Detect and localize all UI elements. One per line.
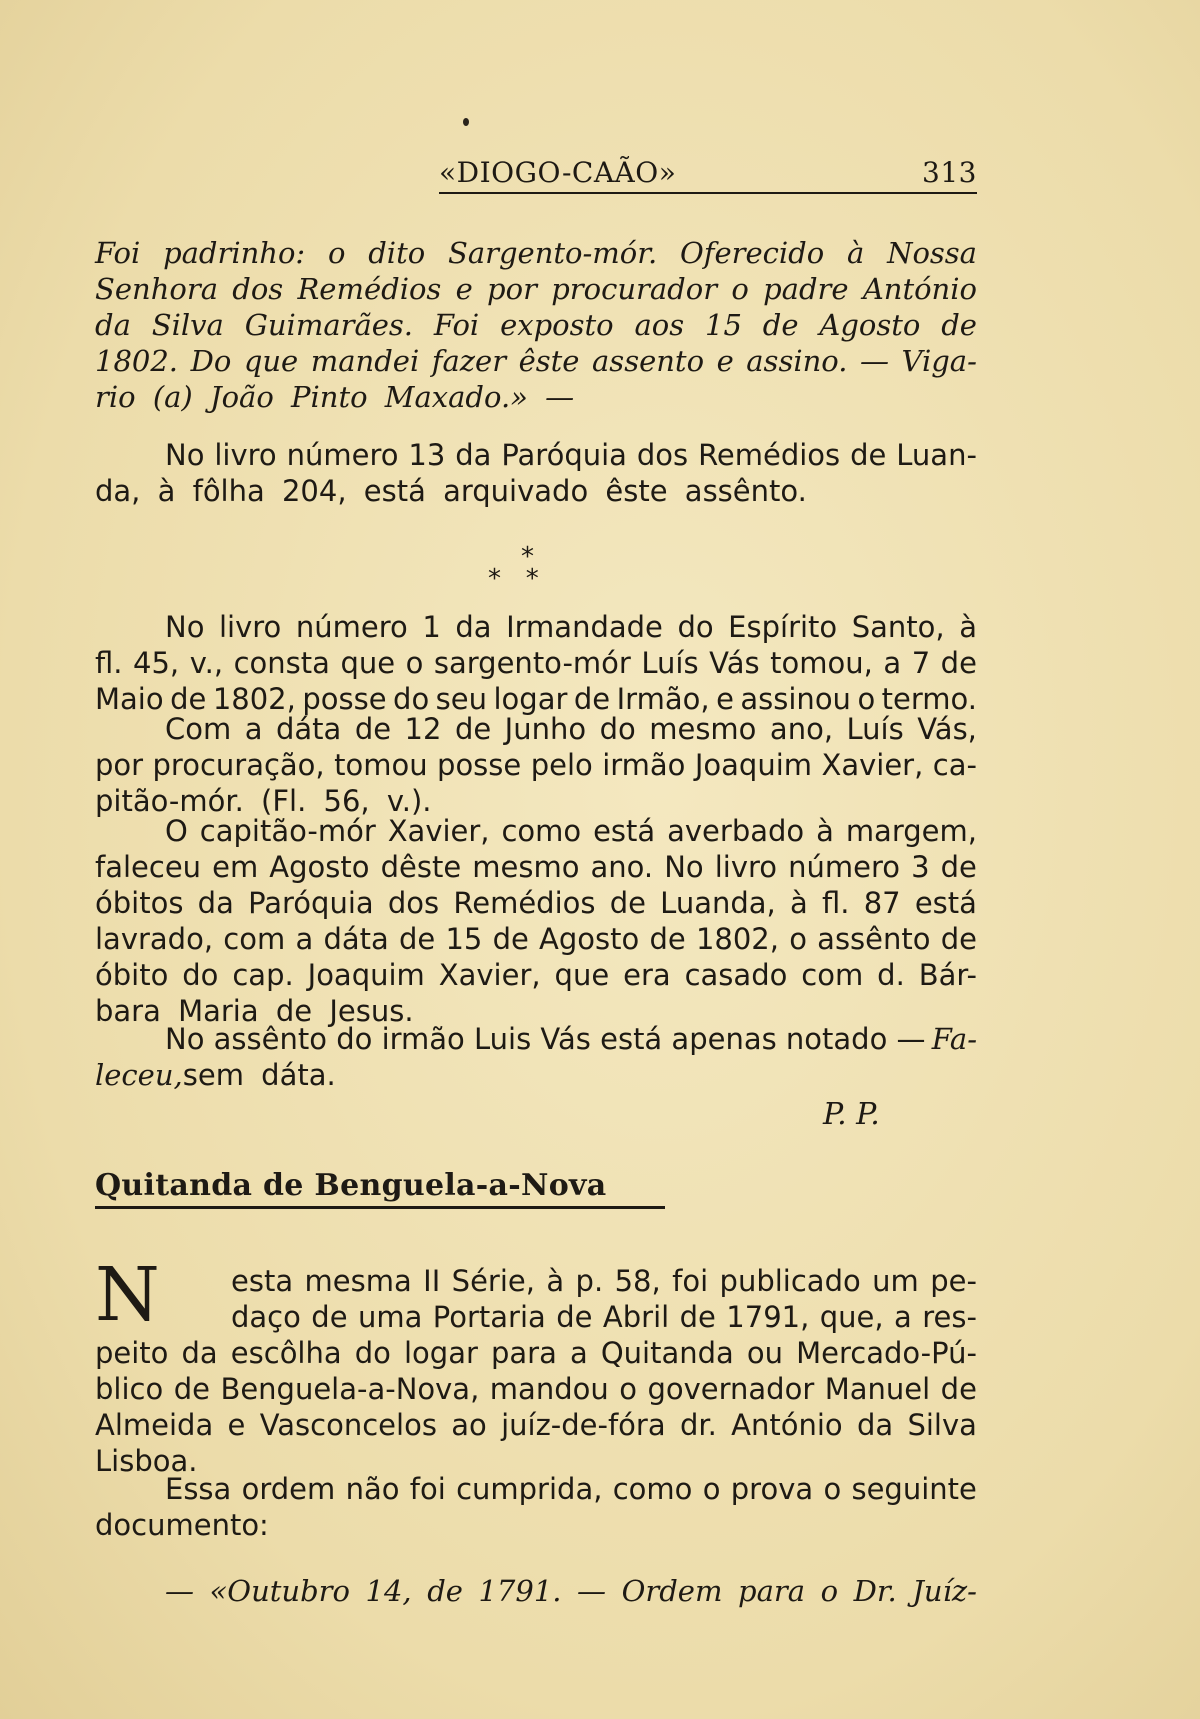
text-line: bara Maria de Jesus.	[95, 994, 414, 1028]
text-line: Com a dáta de 12 de Junho do mesmo ano, Luís Vás,	[165, 712, 977, 746]
text-run-italic: leceu,	[95, 1058, 183, 1092]
text-line: documento:	[95, 1508, 269, 1542]
text-line: peito da escôlha do logar para a Quitanda ou Mercado-Pú-	[95, 1336, 977, 1370]
text-line: Lisboa.	[95, 1444, 198, 1478]
text-line: No livro número 1 da Irmandade do Espírito Santo, à	[165, 610, 977, 644]
text-line: rio (a) João Pinto Maxado.» —	[95, 380, 575, 414]
text-line: Almeida e Vasconcelos ao juíz-de-fóra dr. António da Silva	[95, 1408, 977, 1442]
heading-rule	[95, 1206, 665, 1209]
text-line: esta mesma II Série, à p. 58, foi publicado um pe-	[231, 1264, 977, 1298]
running-title: «DIOGO-CAÃO»	[439, 156, 677, 189]
text-run: sem dáta.	[182, 1058, 336, 1092]
text-line: 1802. Do que mandei fazer êste assento e assino. — Viga-	[95, 344, 977, 378]
text-run: No assênto do irmão Luis Vás está apenas notado —	[165, 1022, 926, 1056]
text-line: — «Outubro 14, de 1791. — Ordem para o Dr. Juíz-	[165, 1574, 977, 1608]
text-run-italic: Fa-	[931, 1022, 977, 1056]
ink-speck	[463, 118, 469, 126]
text-line: óbito do cap. Joaquim Xavier, que era casado com d. Bár-	[95, 958, 977, 992]
text-line: Foi padrinho: o dito Sargento-mór. Oferecido à Nossa	[95, 236, 977, 270]
running-header	[95, 150, 977, 192]
page-number: 313	[922, 156, 977, 189]
text-line: lavrado, com a dáta de 15 de Agosto de 1802, o assênto de	[95, 922, 977, 956]
text-line	[95, 1058, 977, 1092]
section-heading: Quitanda de Benguela-a-Nova	[95, 1168, 607, 1203]
text-line: Maio de 1802, posse do seu logar de Irmão, e assinou o termo.	[95, 682, 977, 716]
asterism-bottom: * *	[488, 564, 539, 594]
text-line: daço de uma Portaria de Abril de 1791, que, a res-	[231, 1300, 977, 1334]
signature-initials: P. P.	[823, 1097, 880, 1132]
text-line: Senhora dos Remédios e por procurador o padre António	[95, 272, 977, 306]
text-line: da, à fôlha 204, está arquivado êste assênto.	[95, 474, 807, 508]
text-line: No livro número 13 da Paróquia dos Remédios de Luan-	[165, 438, 977, 472]
drop-cap: N	[95, 1252, 160, 1338]
asterism-top: *	[521, 542, 534, 572]
text-line: óbitos da Paróquia dos Remédios de Luanda, à fl. 87 está	[95, 886, 977, 920]
header-rule	[439, 192, 977, 194]
text-line: fl. 45, v., consta que o sargento-mór Luís Vás tomou, a 7 de	[95, 646, 977, 680]
text-line: pitão-mór. (Fl. 56, v.).	[95, 784, 432, 818]
text-line	[165, 1022, 977, 1056]
text-line: faleceu em Agosto dêste mesmo ano. No livro número 3 de	[95, 850, 977, 884]
text-line: blico de Benguela-a-Nova, mandou o governador Manuel de	[95, 1372, 977, 1406]
text-line: O capitão-mór Xavier, como está averbado à margem,	[165, 814, 977, 848]
text-line: Essa ordem não foi cumprida, como o prova o seguinte	[165, 1472, 977, 1506]
text-line: por procuração, tomou posse pelo irmão Joaquim Xavier, ca-	[95, 748, 977, 782]
text-line: da Silva Guimarães. Foi exposto aos 15 de Agosto de	[95, 308, 977, 342]
